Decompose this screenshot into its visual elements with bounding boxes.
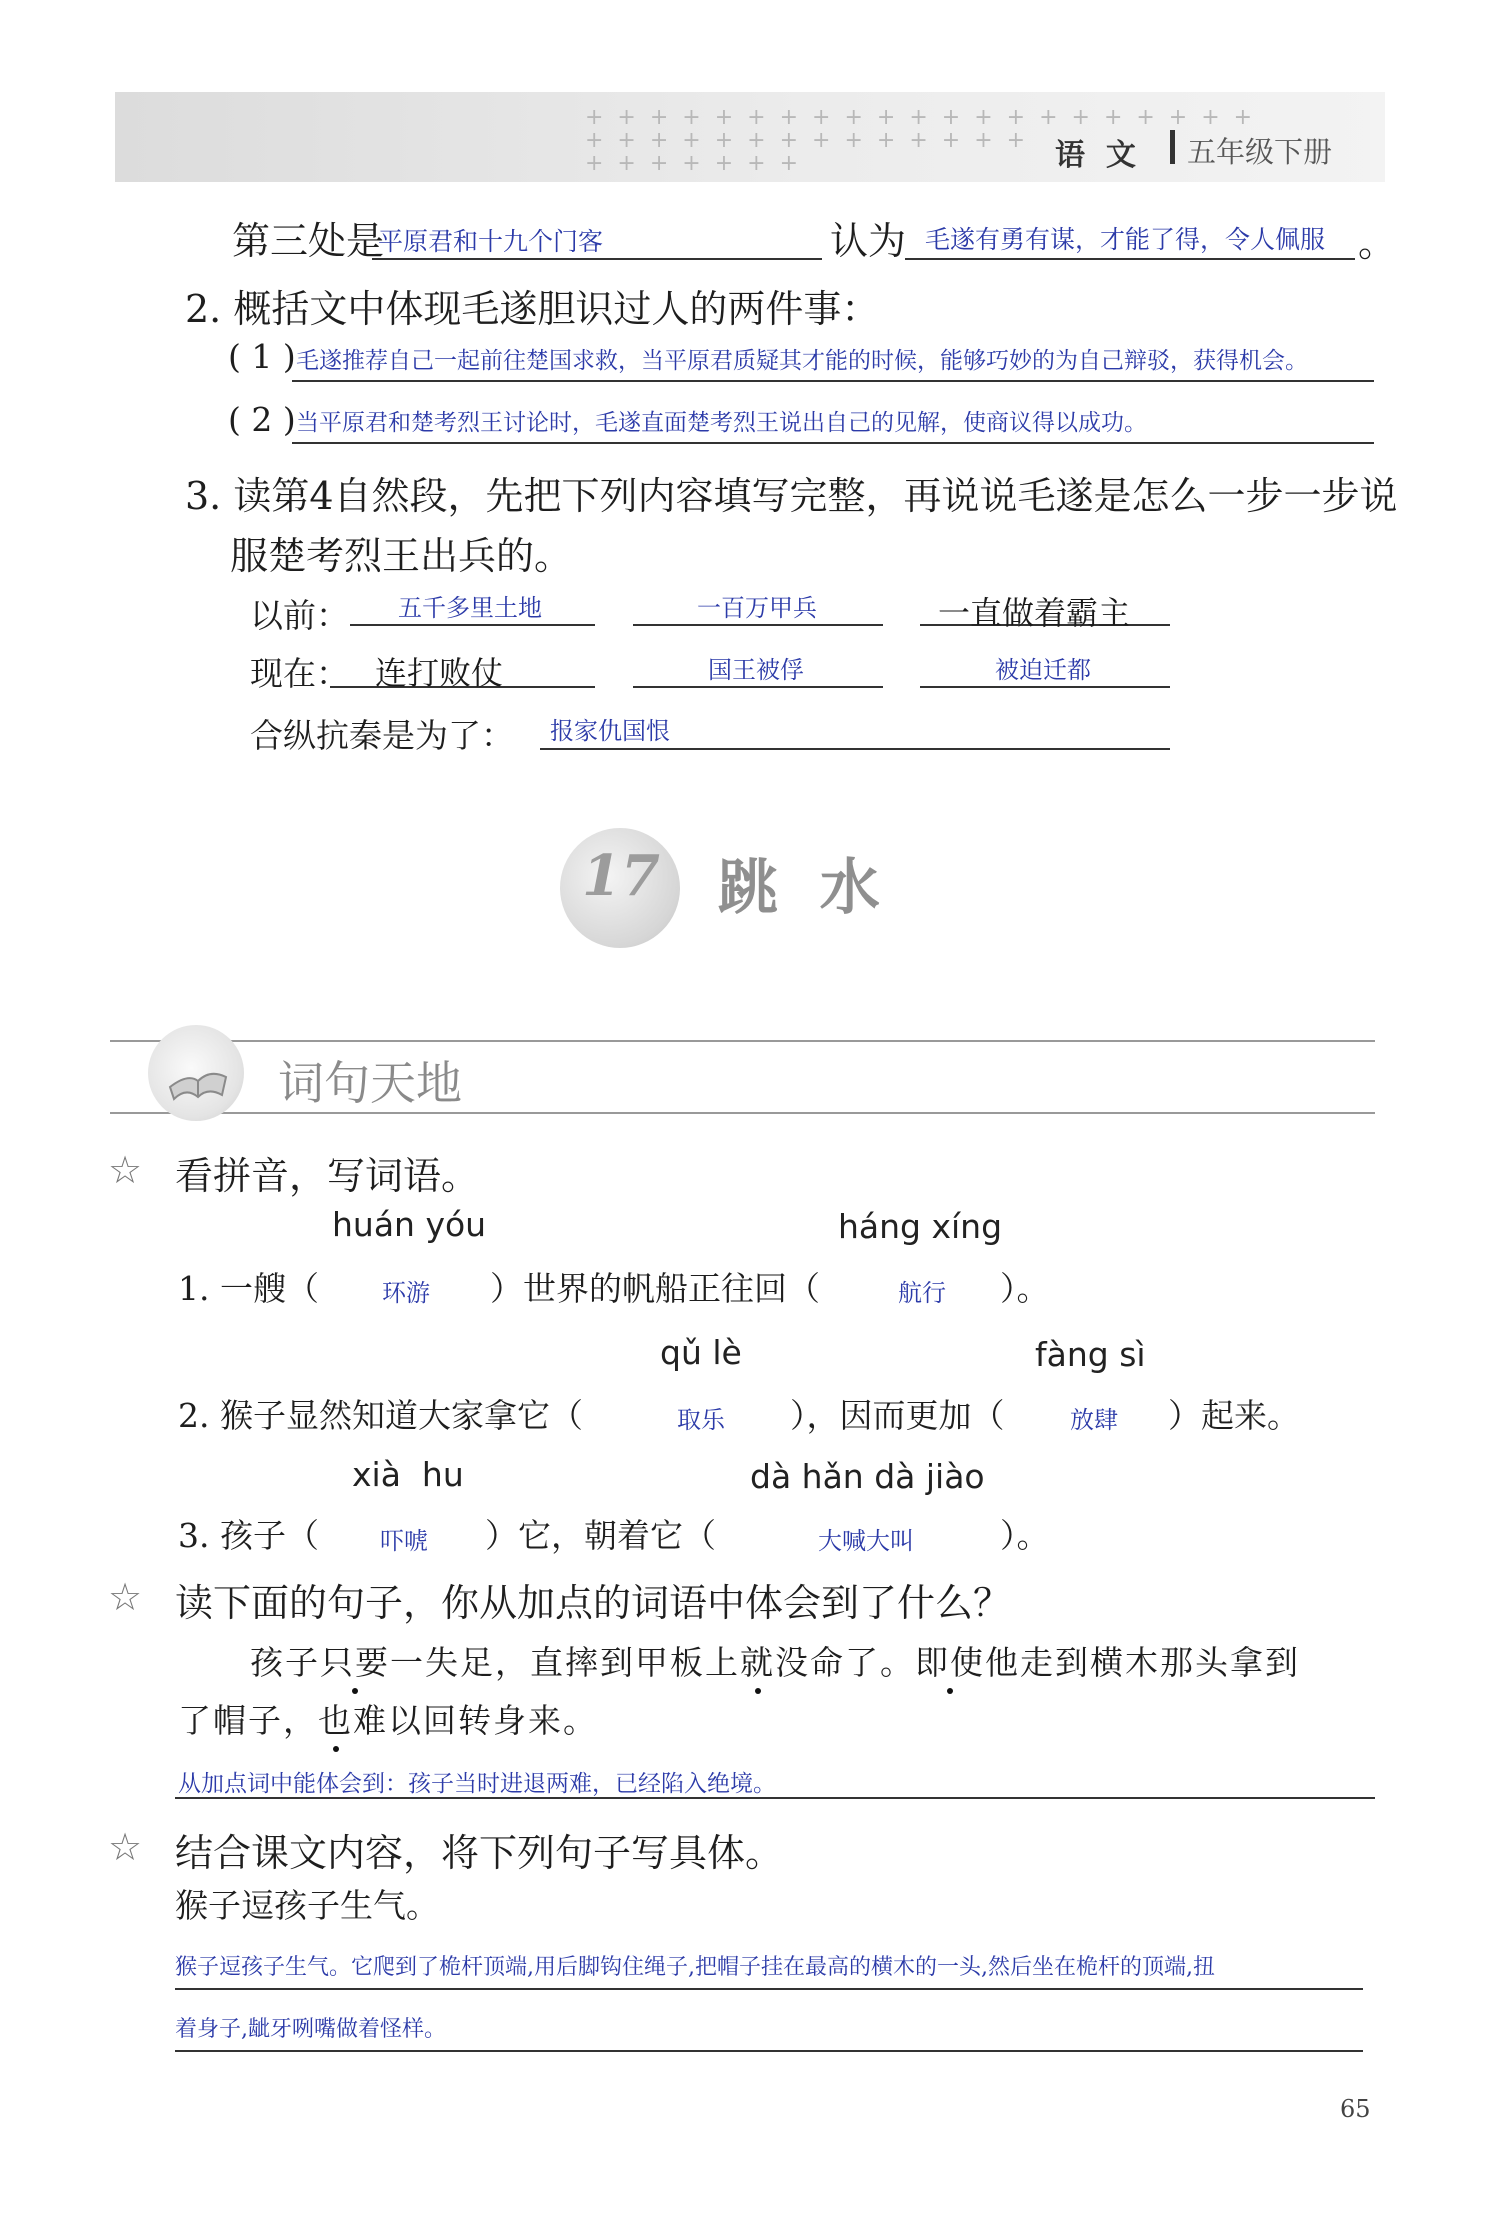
q3-now-a: 连打败仗 xyxy=(375,654,504,692)
ex2-answer: 从加点词中能体会到：孩子当时进退两难，已经陷入绝境。 xyxy=(178,1771,776,1797)
q3-purpose-label: 合纵抗秦是为了： xyxy=(250,716,514,755)
q1-third-mid: 认为 xyxy=(830,219,907,263)
ex1-s3-a: 3. 孩子（ xyxy=(178,1516,319,1555)
page-number: 65 xyxy=(1340,2095,1371,2123)
ex1-s3-b: ）它，朝着它（ xyxy=(485,1516,716,1555)
q3-before-b: 一百万甲兵 xyxy=(697,594,817,622)
section-top-rule xyxy=(110,1040,1375,1042)
ex1-s1-pinyin1: huán yóu xyxy=(332,1205,487,1244)
ex1-s1-c: ）。 xyxy=(1000,1269,1050,1308)
q2-item2-answer: 当平原君和楚考烈王讨论时，毛遂直面楚考烈王说出自己的见解，使商议得以成功。 xyxy=(296,410,1147,436)
ex1-s3-pinyin2: dà hǎn dà jiào xyxy=(750,1457,985,1496)
section-title: 词句天地 xyxy=(278,1056,462,1110)
ex2-p1-dotted2: 就 xyxy=(740,1637,775,1684)
ex1-s2-ans1: 取乐 xyxy=(677,1406,725,1434)
q3-before-b-line xyxy=(633,624,883,626)
q3-before-a: 五千多里土地 xyxy=(398,594,542,622)
q2-item1-label: ( 1 ) xyxy=(228,337,296,376)
header-cross-pattern: +++++++++++++++++++++ ++++++++++++++ +++++++ xyxy=(585,105,1267,176)
q3-now-c: 被迫迁都 xyxy=(995,656,1091,684)
ex3-title: 结合课文内容，将下列句子写具体。 xyxy=(175,1831,784,1875)
q3-now-c-line xyxy=(920,686,1170,688)
q1-third-answer1: 平原君和十九个门客 xyxy=(378,227,604,256)
header-grade: 五年级下册 xyxy=(1187,135,1333,169)
ex2-p1-dotted1: 只要 xyxy=(320,1637,390,1684)
ex1-s3-ans2: 大喊大叫 xyxy=(818,1527,914,1555)
ex2-passage-line1 xyxy=(250,1637,1300,1684)
ex3-answer-line2 xyxy=(175,2050,1363,2052)
ex2-p1-b: 一失足，直摔到甲板上 xyxy=(390,1643,740,1682)
ex1-s1-ans2: 航行 xyxy=(898,1279,946,1307)
q2-item1-line xyxy=(292,380,1374,382)
q2-item2-line xyxy=(292,442,1374,444)
q3-now-b: 国王被俘 xyxy=(708,656,804,684)
q1-third-prefix: 第三处是 xyxy=(232,219,385,263)
header-subject: 语 文 xyxy=(1055,138,1136,173)
ex2-p2-b: 难以回转身来。 xyxy=(353,1701,598,1740)
q2-text: 2. 概括文中体现毛遂胆识过人的两件事： xyxy=(185,287,880,331)
q3-purpose-answer: 报家仇国恨 xyxy=(550,717,670,745)
ex1-s2-b: ），因而更加（ xyxy=(790,1396,1005,1435)
ex1-s2-a: 2. 猴子显然知道大家拿它（ xyxy=(178,1396,583,1435)
ex3-answer-line1 xyxy=(175,1988,1363,1990)
header-divider xyxy=(1170,130,1175,164)
q3-purpose-line xyxy=(540,748,1170,750)
q1-third-answer2-line xyxy=(905,258,1355,260)
ex2-p1-c: 没命了。 xyxy=(775,1643,915,1682)
ex3-answer2: 着身子,龇牙咧嘴做着怪样。 xyxy=(175,2017,446,2042)
q2-item1-answer: 毛遂推荐自己一起前往楚国求救，当平原君质疑其才能的时候，能够巧妙的为自己辩驳，获得机会。 xyxy=(296,348,1308,374)
ex1-s1-pinyin2: háng xíng xyxy=(838,1207,1003,1246)
ex1-s3-ans1: 吓唬 xyxy=(380,1527,428,1555)
section-book-icon xyxy=(148,1025,244,1121)
lesson-number: 17 xyxy=(582,843,660,909)
q2-item2-label: ( 2 ) xyxy=(228,400,296,439)
ex2-passage-line2 xyxy=(178,1695,598,1742)
ex1-s1-ans1: 环游 xyxy=(382,1279,430,1307)
ex1-title: 看拼音，写词语。 xyxy=(175,1154,480,1198)
ex1-s3-c: ）。 xyxy=(1000,1516,1050,1555)
ex3-star-icon: ☆ xyxy=(108,1825,143,1869)
ex2-p1-dotted3: 即使 xyxy=(915,1637,985,1684)
ex1-star-icon: ☆ xyxy=(108,1148,143,1192)
ex2-p2-dotted1: 也 xyxy=(318,1695,353,1742)
ex1-s2-c: ）起来。 xyxy=(1168,1396,1300,1435)
ex2-p2-a: 了帽子， xyxy=(178,1701,318,1740)
q1-third-answer2: 毛遂有勇有谋，才能了得，令人佩服 xyxy=(925,225,1326,254)
q3-line1: 3. 读第4自然段，先把下列内容填写完整，再说说毛遂是怎么一步一步说 xyxy=(185,474,1398,518)
lesson-title: 跳 水 xyxy=(718,853,880,923)
ex1-s2-pinyin1: qǔ lè xyxy=(660,1333,742,1372)
ex2-p1-a: 孩子 xyxy=(250,1643,320,1682)
ex2-p1-e: 他走到横木那头拿到 xyxy=(985,1643,1300,1682)
ex3-answer1: 猴子逗孩子生气。它爬到了桅杆顶端,用后脚钩住绳子,把帽子挂在最高的横木的一头,然后坐在桅杆的顶端,扭 xyxy=(175,1955,1215,1980)
q3-now-label: 现在： xyxy=(250,654,349,693)
ex2-title: 读下面的句子，你从加点的词语中体会到了什么？ xyxy=(175,1581,1012,1625)
ex1-s2-ans2: 放肆 xyxy=(1070,1406,1118,1434)
q3-before-label: 以前： xyxy=(250,596,349,635)
ex1-s1-b: ）世界的帆船正往回（ xyxy=(490,1269,820,1308)
ex1-s2-pinyin2: fàng sì xyxy=(1035,1335,1146,1374)
q1-third-end: 。 xyxy=(1358,221,1397,265)
q3-before-c: 一直做着霸主 xyxy=(938,594,1131,632)
ex1-s1-a: 1. 一艘（ xyxy=(178,1269,319,1308)
q3-now-b-line xyxy=(633,686,883,688)
ex2-star-icon: ☆ xyxy=(108,1575,143,1619)
q1-third-answer1-line xyxy=(372,258,822,260)
ex1-s3-pinyin1: xià hu xyxy=(352,1455,464,1494)
ex3-sentence: 猴子逗孩子生气。 xyxy=(175,1886,439,1925)
header-band xyxy=(115,92,1385,182)
q3-before-a-line xyxy=(350,624,595,626)
q3-line2: 服楚考烈王出兵的。 xyxy=(230,534,573,578)
